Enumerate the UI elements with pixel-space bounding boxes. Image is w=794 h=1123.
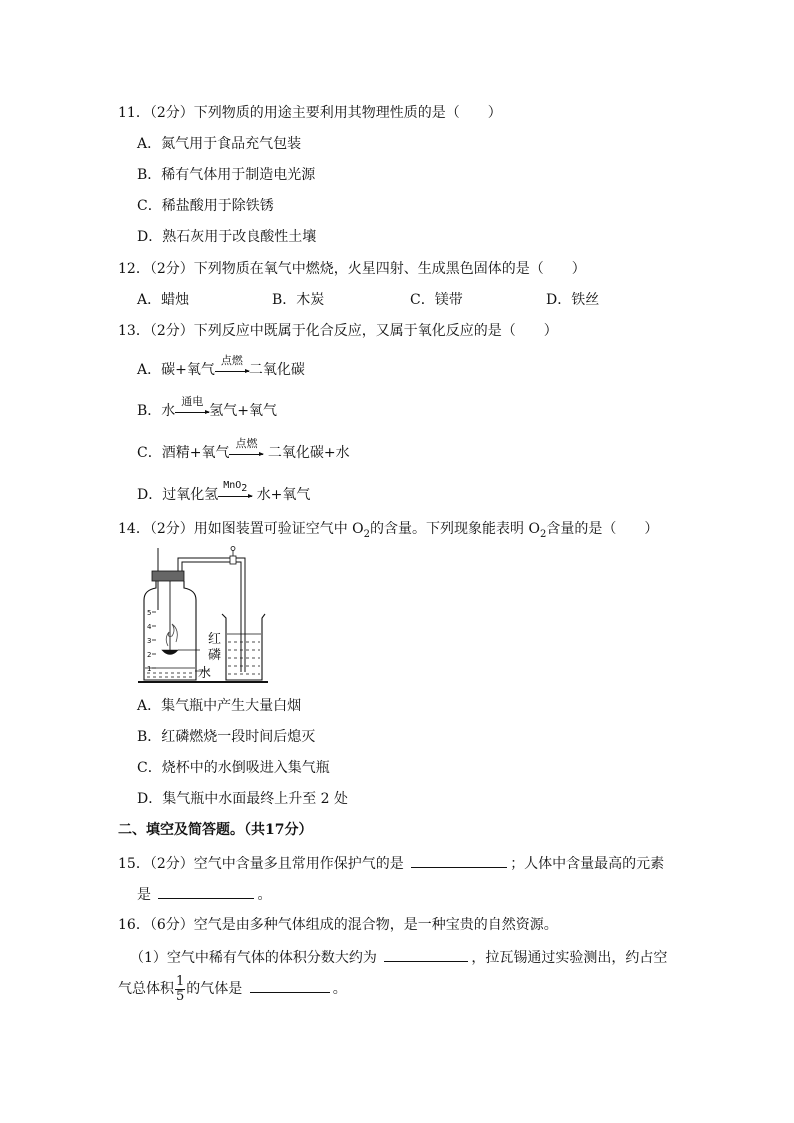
oxygen-content-apparatus [138,546,268,686]
scale-mark-4: 4 [147,623,152,631]
q13-b-reactants: B．水 [137,403,176,419]
scale-mark-5: 5 [147,609,152,617]
scale-mark-2: 2 [147,651,152,659]
q13-option-b [137,395,278,420]
q11-option-d: D．熟石灰用于改良酸性土壤 [137,229,317,245]
reaction-condition: 通电 [181,395,204,408]
reaction-condition: 点燃 [235,437,258,450]
q11-option-a: A．氮气用于食品充气包装 [137,136,302,152]
q11-option-c: C．稀盐酸用于除铁锈 [137,198,274,214]
q13-a-reactants: A．碳+氧气 [137,362,215,378]
q12-option-d: D．铁丝 [546,292,600,308]
beaker-icon [222,614,265,680]
q14-option-a: A．集气瓶中产生大量白烟 [137,698,302,714]
label-red-1: 红 [208,632,222,647]
q11-option-b: B．稀有气体用于制造电光源 [137,167,316,183]
q13-b-products: 氢气+氧气 [209,403,278,419]
section-title: 二、填空及简答题。（共17分） [118,822,313,838]
q12-option-a: A．蜡烛 [137,292,190,308]
q13-a-products: 二氧化碳 [248,362,305,378]
flame-icon [166,624,177,646]
q16-sub1-line-1: （1）空气中稀有气体的体积分数大约为 ，拉瓦锡通过实验测出，约占空 [130,947,667,967]
clamp-icon [230,556,236,564]
label-red-2: 磷 [208,648,222,663]
scale-mark-3: 3 [147,637,152,645]
q11-stem: 11．（2分）下列物质的用途主要利用其物理性质的是（ ） [118,105,502,121]
reaction-arrow [215,354,249,379]
q13-option-d [137,480,311,504]
q13-option-c [137,437,350,462]
reaction-arrow [218,480,252,504]
answer-blank[interactable] [384,947,468,962]
q14-option-d: D．集气瓶中水面最终上升至 2 处 [137,791,349,807]
stopper-icon [152,571,184,581]
q15-line-2: 是 。 [137,884,271,904]
q15-line-1: 15．（2分）空气中含量多且常用作保护气的是 ；人体中含量最高的元素 [118,853,664,873]
combustion-spoon-icon [162,650,178,655]
q14-option-c: C．烧杯中的水倒吸进入集气瓶 [137,760,330,776]
q13-option-a [137,354,305,379]
q14-stem: 14．（2分）用如图装置可验证空气中 $O_2$的含量。下列现象能表明 $O_2$含量的是（ ） [118,521,659,540]
fraction-one-fifth: $\frac{1}{5}$ [176,973,185,1004]
q13-stem: 13．（2分）下列反应中既属于化合反应，又属于氧化反应的是（ ） [118,323,558,339]
reaction-condition: 点燃 [220,354,243,367]
q16-stem: 16．（6分）空气是由多种气体组成的混合物，是一种宝贵的自然资源。 [118,917,558,933]
q13-d-products: 水+氧气 [256,487,311,503]
q13-c-products: 二氧化碳+水 [267,445,350,461]
answer-blank[interactable] [250,978,330,993]
q13-c-reactants: C．酒精+氧气 [137,445,230,461]
reaction-arrow [175,395,209,420]
answer-blank[interactable] [158,884,254,899]
q16-sub1-line-2: 气总体积 $\frac{1}{5}$ 的气体是 。 [118,973,347,1004]
q12-option-c: C．镁带 [410,292,463,308]
reaction-arrow [229,437,263,462]
scale-mark-1: 1 [147,665,152,673]
q13-d-reactants: D．过氧化氢 [137,487,219,503]
q12-option-b: B．木炭 [272,292,325,308]
answer-blank[interactable] [411,853,507,868]
reaction-condition: MnO$_2$ [223,480,248,494]
q12-stem: 12．（2分）下列物质在氧气中燃烧，火星四射、生成黑色固体的是（ ） [118,261,586,277]
label-water: 水 [198,666,212,681]
q14-option-b: B．红磷燃烧一段时间后熄灭 [137,729,316,745]
